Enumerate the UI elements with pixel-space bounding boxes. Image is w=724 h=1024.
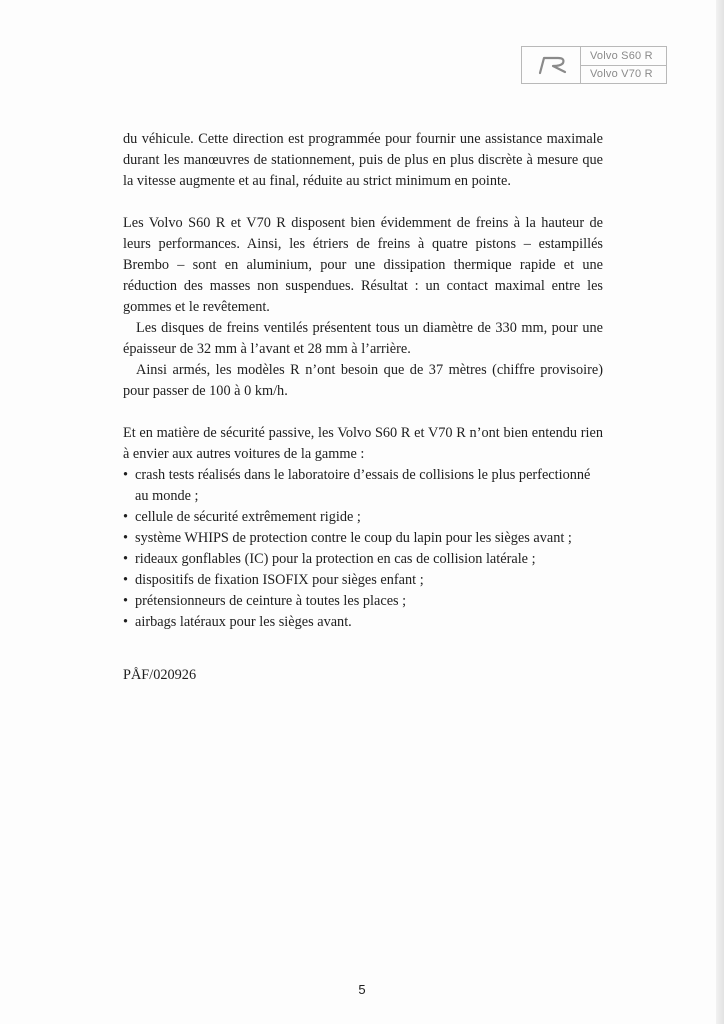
- paragraph-braking-distance: Ainsi armés, les modèles R n’ont besoin que de 37 mètres (chiffre provisoire) pour passer de 100 à 0 km/h.: [123, 362, 603, 399]
- body-text: [123, 129, 603, 633]
- safety-feature-list: [123, 465, 603, 633]
- paragraph-brake-discs: Les disques de freins ventilés présentent tous un diamètre de 330 mm, pour une épaisseur de 32 mm à l’avant et 28 mm à l’arrière.: [123, 320, 603, 357]
- list-item: • système WHIPS de protection contre le coup du lapin pour les sièges avant ;: [123, 528, 603, 549]
- model-name-v70: Volvo V70 R: [581, 65, 666, 84]
- paragraph-steering: du véhicule. Cette direction est programmée pour fournir une assistance maximale durant les manœuvres de stationnement, puis de plus en plus discrète à mesure que la vitesse augmente et au final, réduite au strict minimum en pointe.: [123, 131, 603, 189]
- model-name-s60: Volvo S60 R: [590, 49, 653, 62]
- page-number: 5: [358, 982, 366, 997]
- list-item: • prétensionneurs de ceinture à toutes les places ;: [123, 591, 603, 612]
- document-reference: PÅF/020926: [123, 667, 197, 683]
- page-edge: [716, 0, 724, 1024]
- model-header-box: [521, 46, 667, 84]
- list-item: • airbags latéraux pour les sièges avant.: [123, 612, 603, 633]
- r-logo-icon: [534, 55, 568, 75]
- r-logo: [522, 47, 581, 83]
- paragraph-brakes: Les Volvo S60 R et V70 R disposent bien évidemment de freins à la hauteur de leurs performances. Ainsi, les étriers de freins à quatre pistons – estampillés Brembo – sont en aluminium, pour une dissipation thermique rapide et une réduction des masses non suspendues. Résultat : un contact maximal entre les gommes et le revêtement.: [123, 215, 603, 315]
- list-item: • crash tests réalisés dans le laboratoire d’essais de collisions le plus perfectionné au monde ;: [123, 465, 603, 507]
- paragraph-passive-safety: Et en matière de sécurité passive, les Volvo S60 R et V70 R n’ont bien entendu rien à envier aux autres voitures de la gamme :: [123, 425, 603, 462]
- list-item: • rideaux gonflables (IC) pour la protection en cas de collision latérale ;: [123, 549, 603, 570]
- list-item: • cellule de sécurité extrêmement rigide ;: [123, 507, 603, 528]
- list-item: • dispositifs de fixation ISOFIX pour sièges enfant ;: [123, 570, 603, 591]
